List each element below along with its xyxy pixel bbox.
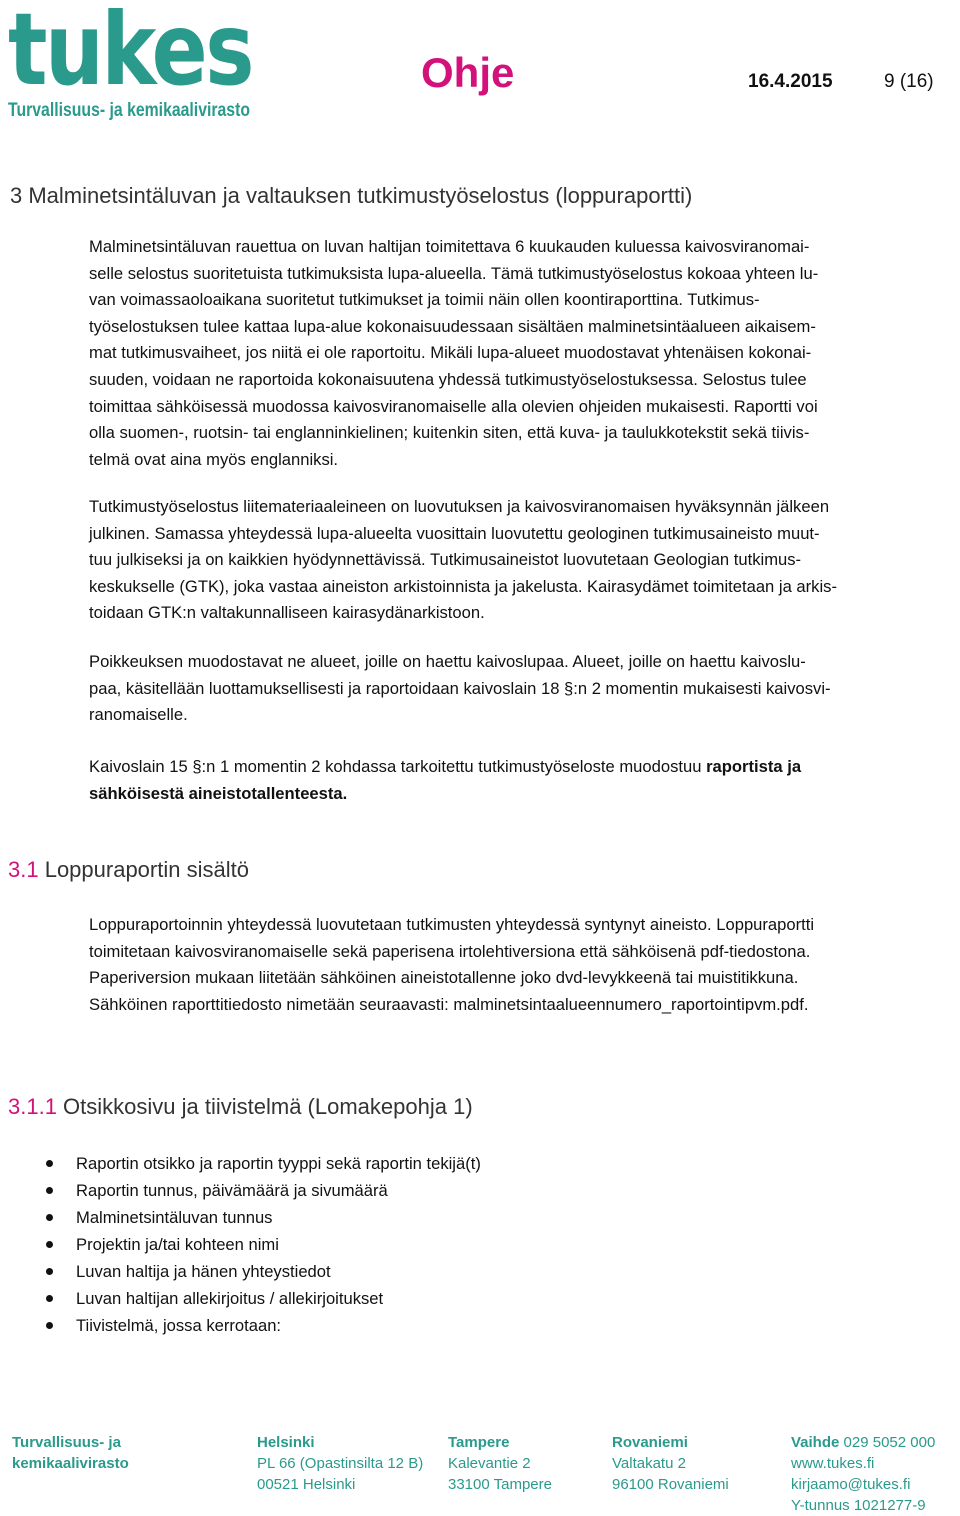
document-date: 16.4.2015 [748, 71, 833, 92]
bullet-icon [46, 1295, 53, 1302]
email-link[interactable]: kirjaamo@tukes.fi [791, 1476, 911, 1493]
bullet-icon [46, 1187, 53, 1194]
bullet-icon [46, 1160, 53, 1167]
footer-rovaniemi: Rovaniemi Valtakatu 2 96100 Rovaniemi [612, 1434, 729, 1493]
bullet-icon [46, 1268, 53, 1275]
list-item: Projektin ja/tai kohteen nimi [46, 1231, 481, 1258]
website-link[interactable]: www.tukes.fi [791, 1455, 875, 1472]
logo-wordmark: tukes [8, 6, 252, 108]
paragraph: Tutkimustyöselostus liitemateriaaleineen on luovutuksen ja kaivosviranomaisen hyväksynnän jälkeen julkinen. Samassa yhteydessä lupa-alueelta vuosittain luovutettu geologinen tutkimusaineisto muut- tuu julkiseksi ja on kaikkien hyödynnettävissä. Tutkimusaineistot luovutetaan Geologian tutkimus- keskukselle (GTK), joka vastaa aineiston arkistoinnista ja jakelusta. Kairasydämet toimitetaan ja arkis- toidaan GTK:n valtakunnalliseen kairasydänarkistoon. [89, 497, 837, 623]
list-item: Luvan haltija ja hänen yhteystiedot [46, 1258, 481, 1285]
document-type: Ohje [421, 49, 515, 96]
subsubsection-heading: 3.1.1 Otsikkosivu ja tiivistelmä (Lomakepohja 1) [8, 1094, 473, 1119]
paragraph: Kaivoslain 15 §:n 1 momentin 2 kohdassa tarkoitettu tutkimustyöseloste muodostuu raportista ja sähköisestä aineistotallenteesta. [89, 754, 944, 807]
subsection-heading: 3.1 Loppuraportin sisältö [8, 857, 249, 882]
bold-text: raportista ja [706, 757, 802, 776]
tukes-logo [8, 6, 258, 122]
footer-org: Turvallisuus- ja kemikaalivirasto [12, 1434, 129, 1472]
footer-contact: Vaihde 029 5052 000 www.tukes.fi kirjaamo@tukes.fi Y-tunnus 1021277-9 [791, 1434, 936, 1514]
list-item: Luvan haltijan allekirjoitus / allekirjoitukset [46, 1285, 481, 1312]
bullet-icon [46, 1322, 53, 1329]
bullet-icon [46, 1214, 53, 1221]
logo-subtitle: Turvallisuus- ja kemikaalivirasto [8, 100, 250, 121]
footer-helsinki: Helsinki PL 66 (Opastinsilta 12 B) 00521 Helsinki [257, 1434, 424, 1493]
bold-text: sähköisestä aineistotallenteesta. [89, 783, 348, 803]
section-heading: 3 Malminetsintäluvan ja valtauksen tutkimustyöselostus (loppuraportti) [10, 183, 693, 208]
paragraph: Poikkeuksen muodostavat ne alueet, joille on haettu kaivoslupaa. Alueet, joille on haettu kaivoslu- paa, käsitellään luottamuksellisesti ja raportoidaan kaivoslain 18 §:n 2 momentin mukaisesti kaivosvi- ranomaiselle. [89, 652, 831, 725]
list-item: Tiivistelmä, jossa kerrotaan: [46, 1312, 481, 1339]
paragraph: Malminetsintäluvan rauettua on luvan haltijan toimitettava 6 kuukauden kuluessa kaivosviranomai- selle selostus suoritetuista tutkimuksista lupa-alueella. Tämä tutkimustyöselostus kokoaa yhteen lu- van voimassaoloaikana suoritetut tutkimukset ja toimii näin ollen koontiraporttina. Tutkimus- työselostuksen tulee kattaa lupa-alue kokonaisuudessaan sisältäen malminetsintäalueen aikaisem- mat tutkimusvaiheet, jos niitä ei ole raportoitu. Mikäli lupa-alueet muodostavat yhtenäisen kokonai- suuden, voidaan ne raportoida kokonaisuutena yhdessä tutkimustyöselostuksessa. Selostus tulee toimittaa sähköisessä muodossa kaivosviranomaiselle alla olevien ohjeiden mukaisesti. Raportti voi olla suomen-, ruotsin- tai englanninkielinen; kuitenkin siten, että kuva- ja taulukkotekstit sekä tiivis- telmä ovat aina myös englanniksi. [89, 237, 819, 469]
list-item: Raportin otsikko ja raportin tyyppi sekä raportin tekijä(t) [46, 1150, 481, 1177]
bullet-icon [46, 1241, 53, 1248]
bullet-list [46, 1150, 481, 1339]
list-item: Raportin tunnus, päivämäärä ja sivumäärä [46, 1177, 481, 1204]
footer-tampere: Tampere Kalevantie 2 33100 Tampere [448, 1434, 552, 1493]
list-item: Malminetsintäluvan tunnus [46, 1204, 481, 1231]
paragraph: Loppuraportoinnin yhteydessä luovutetaan tutkimusten yhteydessä syntynyt aineisto. Loppuraportti toimitetaan kaivosviranomaiselle sekä paperisena irtolehtiversiona että sähköisenä pdf-tiedostona. Paperiversion mukaan liitetään sähköinen aineistotallenne joko dvd-levykkeenä tai muistitikkuna. Sähköinen raporttitiedosto nimetään seuraavasti: malminetsintaalueennumero_raportointipvm.pdf. [89, 915, 815, 1014]
page-number: 9 (16) [884, 71, 934, 92]
